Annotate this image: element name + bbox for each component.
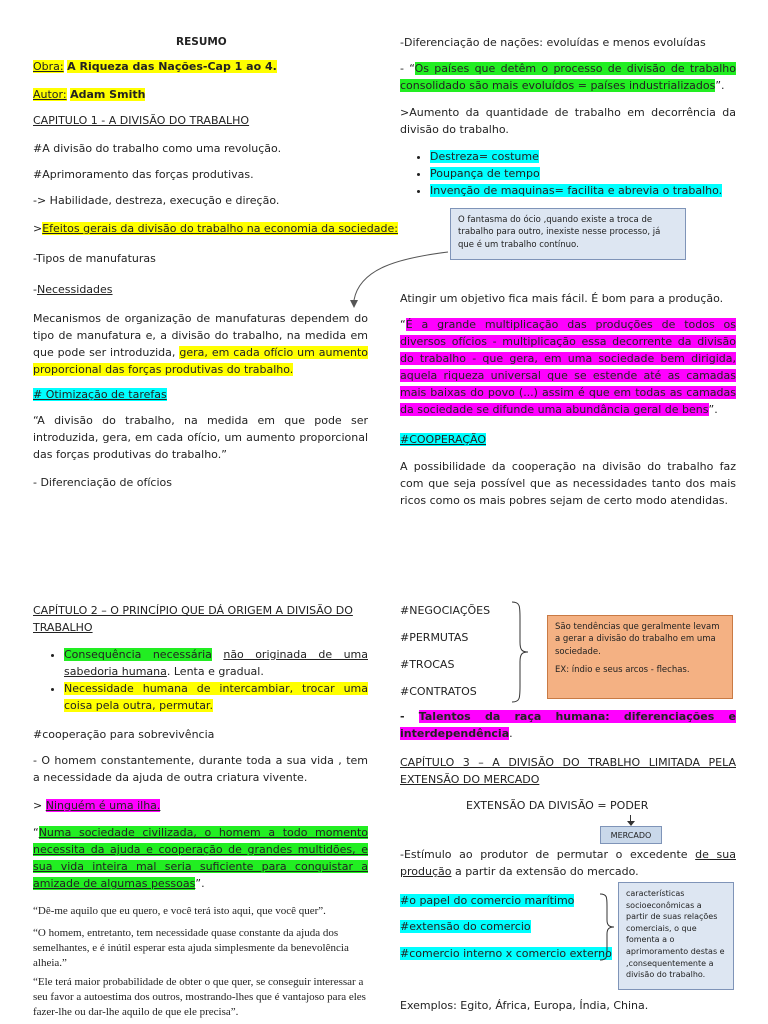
tag-line [400,918,531,935]
mecanismos-paragraph [33,310,368,378]
efeitos-line [33,220,398,237]
chapter2-heading: CAPÍTULO 2 – O PRINCÍPIO QUE DÁ ORIGEM A DIVISÃO DO TRABALHO [33,604,353,635]
necessidades-text: Necessidades [36,283,113,296]
sociedade-quote [33,824,368,892]
otimizacao-line [33,386,167,403]
paragraph: -> Habilidade, destreza, execução e direção. [33,194,280,207]
tag-text: #o papel do comercio marítimo [400,894,575,907]
obra-value: A Riqueza das Nações-Cap 1 ao 4. [67,60,277,73]
estimulo-underline: de sua produção [400,848,736,879]
necessidades-prefix: - [33,283,37,296]
otimizacao-text: # Otimização de tarefas [33,388,167,401]
tag-text: #comercio interno x comercio externo [400,947,612,960]
brace-icon [598,892,618,962]
cooperacao-heading-line [400,431,486,448]
bullet-list [412,148,722,199]
talentos-line [400,708,736,742]
tag-line [400,892,574,909]
hashtag-item: #NEGOCIAÇÕES [400,604,491,617]
multiplicacao-highlight: É a grande multiplicação das produções de todos os diversos ofícios - multiplicação essa decorrente da divisão do trabalho - que gera, em uma sociedade bem dirigida, aquela riqueza universal que se estende até as camadas mais baixas do povo (...) assim é que em todas as camadas da sociedade se difunde uma abundância geral de bens [400,318,736,417]
chapter3-heading: CAPÍTULO 3 – A DIVISÃO DO TRABLHO LIMITADA PELA EXTENSÃO DO MERCADO [400,756,736,787]
quote: “Ele terá maior probabilidade de obter o que quer, se conseguir interessar a seu favor a autoestima dos outros, mostrando-lhes que é vantajoso para eles fazer-lhe ou dar-lhe aquilo de que ele precisa”. [33,976,366,1018]
bullet-text: Necessidade humana de intercambiar, trocar uma coisa pela outra, permutar. [64,682,368,713]
paragraph: #cooperação para sobrevivência [33,728,215,741]
bullet-text: Destreza= costume [430,150,539,163]
paises-prefix: - “ [400,62,415,75]
hashtag-item: #TROCAS [400,658,455,671]
hashtag-item: #CONTRATOS [400,685,477,698]
paragraph: -Tipos de manufaturas [33,252,156,265]
paises-suffix: ”. [715,79,725,93]
bullet-tail: . Lenta e gradual. [166,665,264,679]
multiplicacao-prefix: “ [400,318,406,331]
brace-icon [510,600,532,704]
exemplos-line: Exemplos: Egito, África, Europa, Índia, China. [400,999,649,1012]
bullet-highlight: Consequência necessária [64,648,212,661]
paragraph: >Aumento da quantidade de trabalho em decorrência da divisão do trabalho. [400,106,736,137]
talentos-suffix: . [509,727,513,741]
sociedade-highlight: Numa sociedade civilizada, o homem a todo momento necessita da ajuda e cooperação de grandes multidões, e sua vida inteira mal seria suficiente para conquistar a amizade de algumas pessoas [33,826,368,891]
efeitos-text: Efeitos gerais da divisão do trabalho na economia da sociedade: [42,222,398,235]
obra-label: Obra: [33,60,64,73]
paragraph: -Diferenciação de nações: evoluídas e menos evoluídas [400,36,706,49]
list-item [64,646,368,680]
sociedade-prefix: “ [33,826,39,839]
list-item [64,680,368,714]
ilha-text: Ninguém é uma ilha. [45,799,161,812]
estimulo-text: -Estímulo ao produtor de permutar o excedente [400,848,696,861]
paragraph: - O homem constantemente, durante toda a sua vida , tem a necessidade da ajuda de outra criatura vivente. [33,754,368,785]
callout-box: O fantasma do ócio ,quando existe a troca de trabalho para outro, inexiste nesse processo, já que é um trabalho contínuo. [450,208,686,260]
mercado-box: MERCADO [600,826,662,844]
estimulo-paragraph [400,846,736,880]
orange-note-box [547,615,733,699]
list-item [430,165,722,182]
estimulo-tail: a partir da extensão do mercado. [451,865,639,879]
mecanismos-highlight: gera, em cada ofício um aumento proporcional das forças produtivas do trabalho. [33,346,368,377]
list-item [430,182,722,199]
mecanismos-text: Mecanismos de organização de manufaturas dependem do tipo de manufatura e, a divisão do trabalho, na medida em que pode ser introduzida, [33,312,368,360]
ilha-prefix: > [33,799,46,812]
paises-paragraph [400,60,736,94]
bullet-list [46,646,368,714]
multiplicacao-paragraph [400,316,736,418]
quote-paragraph: “A divisão do trabalho, na medida em que pode ser introduzida, gera, em cada ofício, um aumento proporcional das forças produtivas do trabalho.” [33,414,368,462]
efeitos-prefix: > [33,222,43,235]
hashtag-item: #PERMUTAS [400,631,469,644]
paragraph: A possibilidade da cooperação na divisão do trabalho faz com que seja possível que as necessidades tanto dos mais ricos como os mais pobres sejam de certo modo atendidas. [400,460,736,508]
bullet-underline: não originada de uma sabedoria humana [64,648,368,679]
page-title: RESUMO [176,36,227,48]
paragraph: #Aprimoramento das forças produtivas. [33,168,254,181]
quote: “Dê-me aquilo que eu quero, e você terá isto aqui, que você quer”. [33,905,326,917]
bullet-text: Poupança de tempo [430,167,540,181]
talentos-highlight: Talentos da raça humana: diferenciações e interdependência [400,710,736,741]
paises-highlight: Os países que detêm o processo de divisão de trabalho consolidado são mais evoluídos = países industrializados [400,62,736,93]
paragraph: Atingir um objetivo fica mais fácil. É bom para a produção. [400,292,724,305]
autor-label: Autor: [33,88,67,101]
orange-note-text: São tendências que geralmente levam a gerar a divisão do trabalho em uma sociedade. [555,622,720,657]
necessidades-line [33,281,113,298]
list-item [430,148,722,165]
talentos-prefix: - [400,710,419,723]
bullet-text: Invenção de maquinas= facilita e abrevia o trabalho. [430,184,723,198]
orange-note-example: EX: índio e seus arcos - flechas. [555,664,690,675]
paragraph: #A divisão do trabalho como uma revolução. [33,142,282,155]
quote: “O homem, entretanto, tem necessidade quase constante da ajuda dos semelhantes, e é inútil esperar esta ajuda simplesmente da benevolência alheia.” [33,927,349,969]
cooperacao-heading: #COOPERAÇÃO [400,433,486,446]
tag-line [400,945,612,962]
side-note-box: características socioeconômicas a partir de suas relações comerciais, o que fomenta a o aprimoramento destas e ,consequentemente a divisão do trabalho. [618,882,734,990]
autor-value: Adam Smith [70,88,146,101]
sociedade-suffix: ”. [195,877,205,891]
extensao-line: EXTENSÃO DA DIVISÃO = PODER [466,799,649,812]
paragraph: - Diferenciação de ofícios [33,476,172,489]
chapter1-heading: CAPITULO 1 - A DIVISÃO DO TRABALHO [33,114,250,127]
multiplicacao-suffix: ”. [708,403,718,417]
autor-line [33,86,145,103]
obra-line [33,58,277,75]
ilha-line [33,797,160,814]
tag-text: #extensão do comercio [400,920,531,933]
